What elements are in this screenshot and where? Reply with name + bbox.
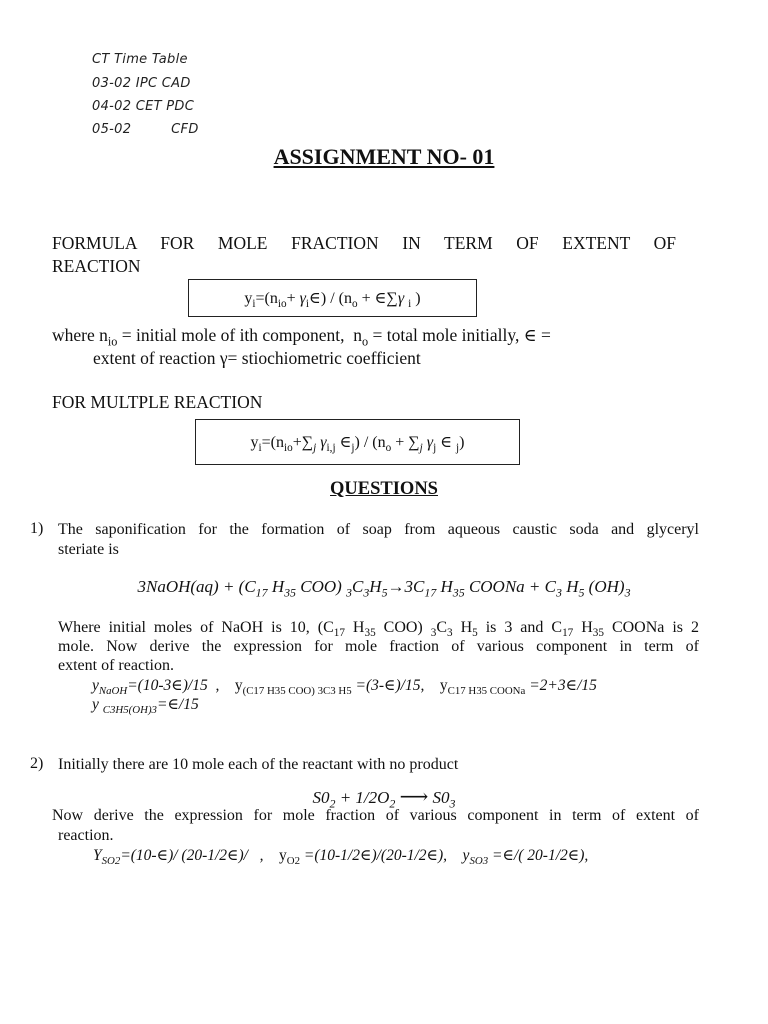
handwritten-note: 05-02 CFD: [92, 122, 199, 137]
handwritten-note: CT Time Table: [92, 52, 188, 67]
formula-box: [195, 419, 520, 465]
questions-heading: QUESTIONS: [330, 479, 438, 499]
answer-fractions: $y_{NaOH}=(10-3\in)/15$ , $y_{(C17 H35 COO) 3C3 H5}$ =(3-∈)/15, $y_{C17 H35 COONa}$ =2+3∈/15: [92, 677, 597, 698]
question-text: The saponification for the formation of soap from aqueous caustic soda and glyceryl: [58, 521, 699, 538]
handwritten-note: 03-02 IPC CAD: [92, 76, 191, 91]
definitions-line-cont: extent of reaction γ= stiochiometric coefficient: [93, 348, 421, 368]
section-heading-cont: REACTION: [52, 256, 141, 276]
so2-equation: $S0_2 + 1/2O_2$ ⟶ $S0_3$: [312, 786, 456, 811]
question-paragraph: mole. Now derive the expression for mole fraction of various component in term of: [58, 638, 699, 655]
formula-box: [188, 279, 477, 317]
question-text-cont: steriate is: [58, 541, 119, 558]
page-title: ASSIGNMENT NO- 01: [273, 144, 495, 169]
question-number: 2): [30, 755, 44, 772]
section-heading: FOR MULTPLE REACTION: [52, 392, 263, 412]
section-heading: FORMULA FOR MOLE FRACTION IN TERM OF EXTENT OF: [52, 233, 676, 253]
question-paragraph: reaction.: [58, 827, 114, 844]
answer-fractions: $Y_{SO2}=(10-\in)/$ (20-1/2∈)/ , $y_{O2}$ =(10-1/2∈)/(20-1/2∈), $y_{SO3}$ =∈/( 20-1/2∈),: [93, 847, 589, 868]
question-paragraph: extent of reaction.: [58, 657, 174, 674]
mole-fraction-formula: $y_i=(n_{io}+$ $\gamma_i\in) / (n_o$ + ∈∑γ $_i$ ): [244, 290, 421, 311]
question-text: Initially there are 10 mole each of the reactant with no product: [58, 756, 459, 773]
handwritten-note: 04-02 CET PDC: [92, 99, 195, 114]
question-number: 1): [30, 520, 44, 537]
definitions-line: where $n_{io}$ = initial mole of ith component, $n_o$ = total mole initially, ∈ =: [52, 325, 551, 349]
answer-fractions: y $_{C3H5(OH)3}$=∈/15: [92, 696, 199, 717]
question-paragraph: Where initial moles of NaOH is 10, ($C_{17}$ $H_{35}$ COO) $_3C_3$ $H_5$ is 3 and $C_{17}$ $H_{35}$ COONa is 2: [58, 619, 699, 640]
multiple-reaction-formula: $y_i=(n_{io}+\sum_j$ $\gamma_{i,j}$ $\in_j) / (n_o + \sum_j$ $\gamma_j$ ∈ $_j$): [250, 434, 465, 455]
saponification-equation: 3NaOH(aq) + ($C_{17}$ $H_{35}$ COO) $_3C_3H_5\to 3C_{17}$ $H_{35}$ COONa + $C_3$ $H_5$ $(OH)_3$: [137, 577, 631, 600]
question-paragraph: Now derive the expression for mole fraction of various component in term of extent of: [52, 807, 699, 824]
